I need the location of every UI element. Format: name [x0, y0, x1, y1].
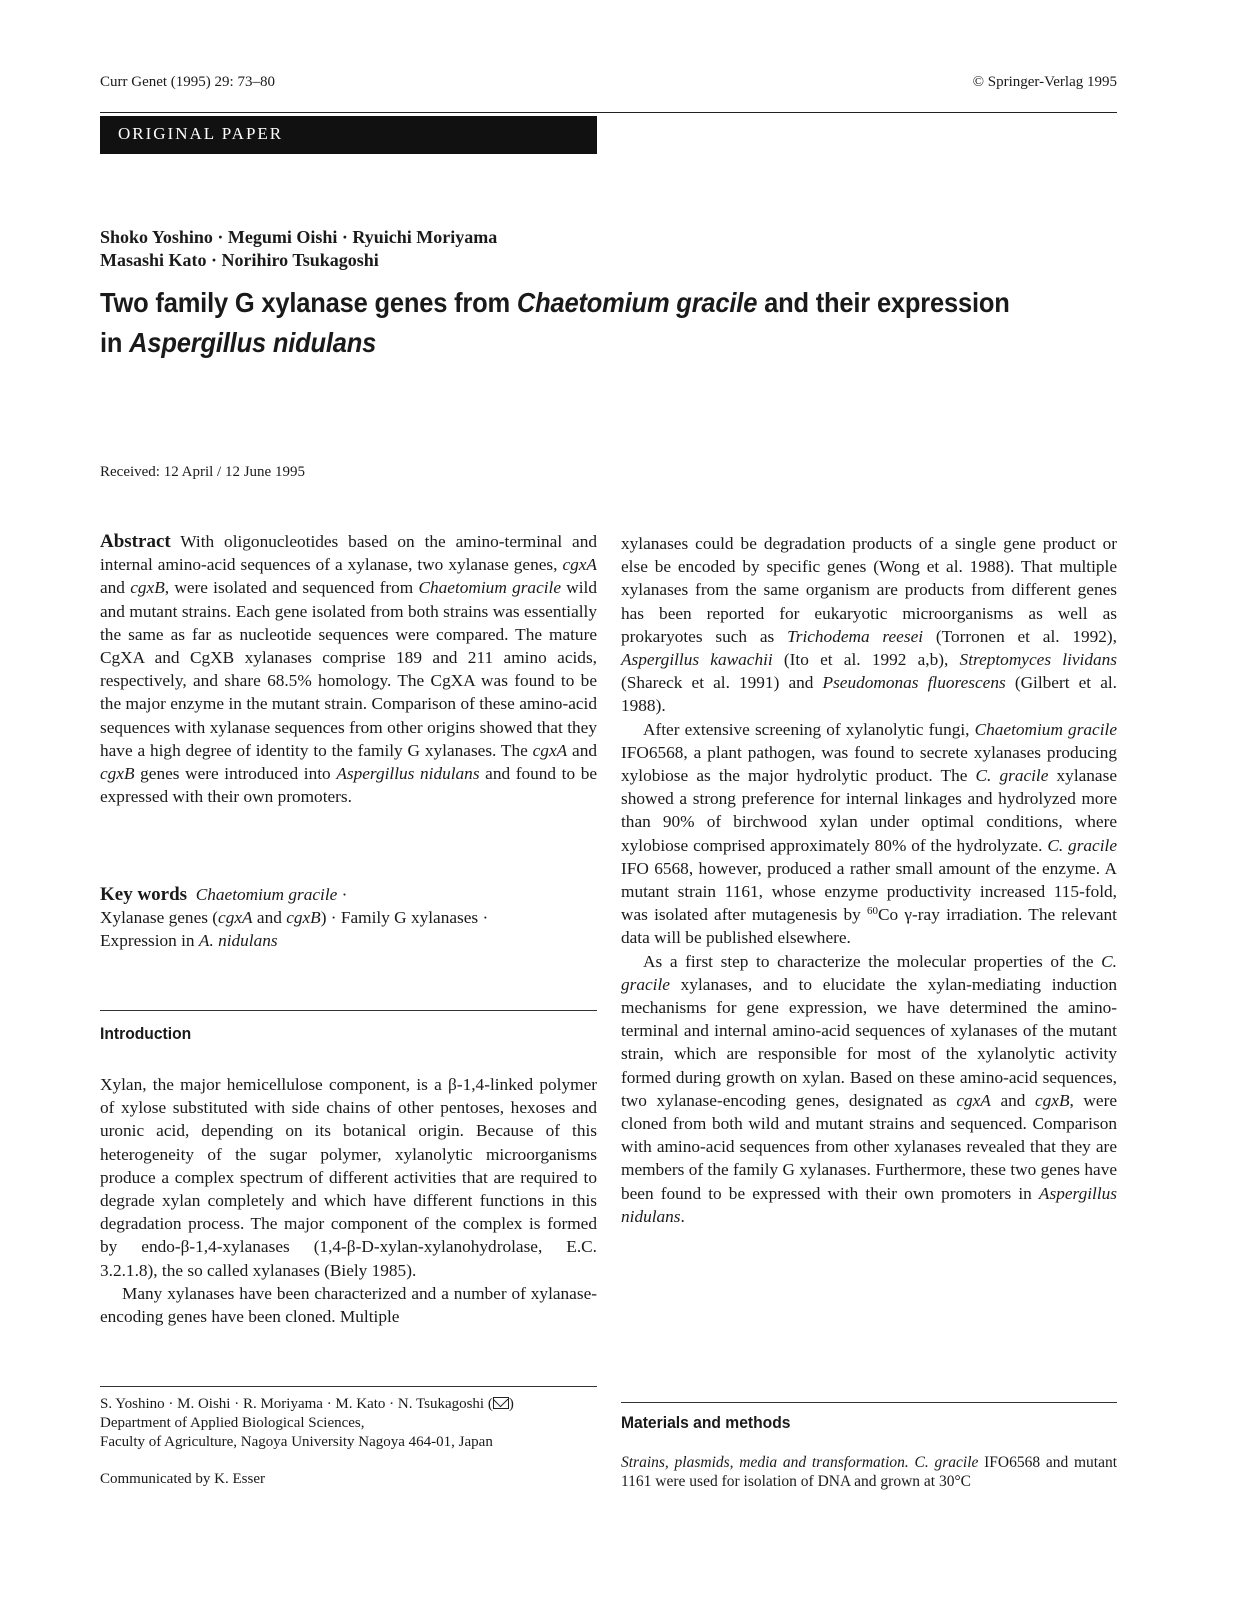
- abstract-text: , were isolated and sequenced from: [164, 578, 419, 598]
- introduction-paragraph-2: Many xylanases have been characterized and a number of xylanase-encoding genes have been cloned. Multiple: [100, 1283, 597, 1327]
- affiliation-authors-end: ): [508, 1396, 514, 1412]
- species-name: Pseudomonas fluorescens: [822, 673, 1006, 693]
- body-text: (Gilbert et al. 1988).: [621, 673, 1118, 716]
- copyright-notice: © Springer-Verlag 1995: [972, 74, 1117, 90]
- body-text: xylanase showed a strong preference for internal linkages and hydrolyzed more than 90% of birchwood xylan under optimal conditions, where xylobiose comprised approximately 80% of the hydrolyzate.: [621, 766, 1117, 855]
- species-name: Aspergillus kawachii: [621, 650, 773, 670]
- affiliation-faculty: Faculty of Agriculture, Nagoya University Nagoya 464-01, Japan: [100, 1434, 493, 1450]
- introduction-paragraph-1: Xylan, the major hemicellulose component, is a β-1,4-linked polymer of xylose substituted with side chains of other pentoses, hexoses and uronic acid, depending on its botanical origin. Because of this heterogeneity of the sugar polymer, xylanolytic microorganisms produce a complex spectrum of different activities that are required to degrade xylan completely and which have different functions in this degradation process. The major component of the complex is formed by endo-β-1,4-xylanases (1,4-β-D-xylan-xylanohydrolase, E.C. 3.2.1.8), the so called xylanases (Biely 1985).: [100, 1075, 597, 1280]
- article-type-label: ORIGINAL PAPER: [118, 124, 284, 143]
- methods-heading: Materials and methods: [621, 1413, 791, 1432]
- title-species-1: Chaetomium gracile: [516, 287, 758, 318]
- author-list: [100, 226, 497, 272]
- article-title: [100, 283, 1128, 363]
- body-text: As a first step to characterize the molecular properties of the: [643, 951, 1102, 971]
- author-line-1: Shoko Yoshino · Megumi Oishi · Ryuichi Moriyama: [100, 227, 498, 247]
- body-text: IFO6568, a plant pathogen, was found to secrete xylanases producing xylobiose as the major hydrolytic product. The: [621, 742, 1117, 786]
- keyword-gene: cgxA: [218, 908, 253, 928]
- keyword-separator: ·: [337, 885, 348, 904]
- species-name: Chaetomium gracile: [418, 578, 562, 598]
- body-text: .: [680, 1206, 685, 1226]
- species-name: Aspergillus nidulans: [336, 764, 480, 784]
- gene-name: cgxA: [562, 555, 597, 575]
- body-text: (Torronen et al. 1992),: [923, 626, 1118, 646]
- keyword-species: A. nidulans: [198, 931, 278, 951]
- methods-text: IFO6568 and mutant 1161 were used for isolation of DNA and grown at 30°C: [621, 1454, 1118, 1490]
- intro-paragraph-5: [621, 950, 1117, 1228]
- keyword: and: [252, 908, 287, 928]
- abstract-text: and: [567, 740, 597, 760]
- article-type-banner: [100, 116, 597, 154]
- body-text: and: [990, 1090, 1035, 1110]
- intro-paragraph-4: [621, 718, 1117, 950]
- species-name: C. gracile: [1047, 835, 1117, 855]
- species-name: C. gracile: [621, 951, 1117, 994]
- species-name: C. gracile: [975, 766, 1049, 786]
- communicated-by: Communicated by K. Esser: [100, 1471, 265, 1487]
- intro-paragraph-3: [621, 532, 1117, 718]
- affiliation-authors: S. Yoshino · M. Oishi · R. Moriyama · M. Kato · N. Tsukagoshi (: [100, 1396, 493, 1412]
- title-text-2: and their expression: [757, 287, 1010, 318]
- keyword: Xylanase genes (: [100, 908, 219, 928]
- section-rule: [100, 1010, 597, 1011]
- author-line-2: Masashi Kato · Norihiro Tsukagoshi: [100, 250, 379, 270]
- species-name: Trichodema reesei: [787, 626, 924, 646]
- methods-body: [621, 1453, 1117, 1491]
- abstract-text: and found to be expressed with their own promoters.: [100, 764, 598, 807]
- species-name: Chaetomium gracile: [974, 719, 1117, 739]
- affiliation-department: Department of Applied Biological Sciences,: [100, 1415, 365, 1431]
- body-text: Co γ-ray irradiation. The relevant data will be published elsewhere.: [621, 905, 1117, 948]
- isotope-superscript: 60: [867, 905, 879, 918]
- species-name: C. gracile: [914, 1454, 979, 1471]
- envelope-icon: [493, 1397, 509, 1409]
- title-species-2: Aspergillus nidulans: [129, 327, 377, 358]
- title-text-1: Two family G xylanase genes from: [100, 287, 517, 318]
- right-column-body: [621, 532, 1117, 1228]
- body-text: IFO 6568, however, produced a rather small amount of the enzyme. A mutant strain 1161, whose enzyme productivity increased 115-fold, was isolated after mutagenesis by: [621, 858, 1117, 925]
- keyword-gene: cgxB: [286, 908, 321, 928]
- title-text-3: in: [100, 327, 130, 358]
- gene-name: cgxA: [956, 1090, 991, 1110]
- section-rule: [621, 1402, 1117, 1403]
- introduction-body: [100, 1073, 597, 1328]
- author-affiliation: [100, 1395, 610, 1452]
- species-name: Aspergillus nidulans: [621, 1183, 1117, 1226]
- keywords: [100, 883, 597, 953]
- methods-subheading: Strains, plasmids, media and transformation.: [621, 1454, 909, 1471]
- gene-name: cgxB: [100, 764, 135, 784]
- abstract-text: and: [100, 578, 131, 598]
- body-text: , were cloned from both wild and mutant strains and sequenced. Comparison with amino-acid sequences from other xylanases revealed that they are members of the family G xylanases. Furthermore, these two genes have been found to be expressed with their own promoters in: [621, 1090, 1118, 1203]
- footnote-rule: [100, 1386, 597, 1387]
- body-text: After extensive screening of xylanolytic fungi,: [643, 719, 975, 739]
- keyword: Chaetomium gracile: [195, 885, 338, 904]
- gene-name: cgxB: [130, 578, 165, 598]
- body-text: (Shareck et al. 1991) and: [621, 673, 823, 693]
- keywords-heading: Key words: [100, 884, 188, 905]
- body-text: (Ito et al. 1992 a,b),: [772, 650, 960, 670]
- abstract-text: With oligonucleotides based on the amino-terminal and internal amino-acid sequences of a xylanase, two xylanase genes,: [100, 532, 597, 575]
- abstract-text: genes were introduced into: [134, 764, 337, 784]
- body-text: xylanases, and to elucidate the xylan-mediating induction mechanisms for gene expression, we have determined the amino-terminal and internal amino-acid sequences of xylanases of the mutant strain, which are responsible for most of the xylanolytic activity formed during growth on xylan. Based on these amino-acid sequences, two xylanase-encoding genes, designated as: [621, 974, 1117, 1110]
- journal-citation: Curr Genet (1995) 29: 73–80: [100, 74, 275, 90]
- gene-name: cgxB: [1034, 1090, 1070, 1110]
- introduction-heading: Introduction: [100, 1024, 192, 1043]
- received-dates: Received: 12 April / 12 June 1995: [100, 464, 305, 480]
- keyword: Expression in: [100, 931, 199, 951]
- header-rule: [100, 112, 1117, 113]
- abstract-text: wild and mutant strains. Each gene isolated from both strains was essentially the same as far as nucleotide sequences were compared. The mature CgXA and CgXB xylanases comprise 189 and 211 amino acids, respectively, and share 68.5% homology. The CgXA was found to be the major enzyme in the mutant strain. Comparison of these amino-acid sequences with xylanase sequences from other origins showed that they have a high degree of identity to the family G xylanases. The: [100, 578, 597, 760]
- abstract: [100, 530, 597, 808]
- body-text: xylanases could be degradation products of a single gene product or else be encoded by specific genes (Wong et al. 1988). That multiple xylanases from the same organism are products from different genes has been reported for eukaryotic microorganisms as well as prokaryotes such as: [621, 534, 1117, 646]
- abstract-heading: Abstract: [100, 531, 171, 552]
- species-name: Streptomyces lividans: [959, 650, 1117, 670]
- keyword: ) · Family G xylanases ·: [320, 908, 489, 928]
- gene-name: cgxA: [532, 740, 568, 760]
